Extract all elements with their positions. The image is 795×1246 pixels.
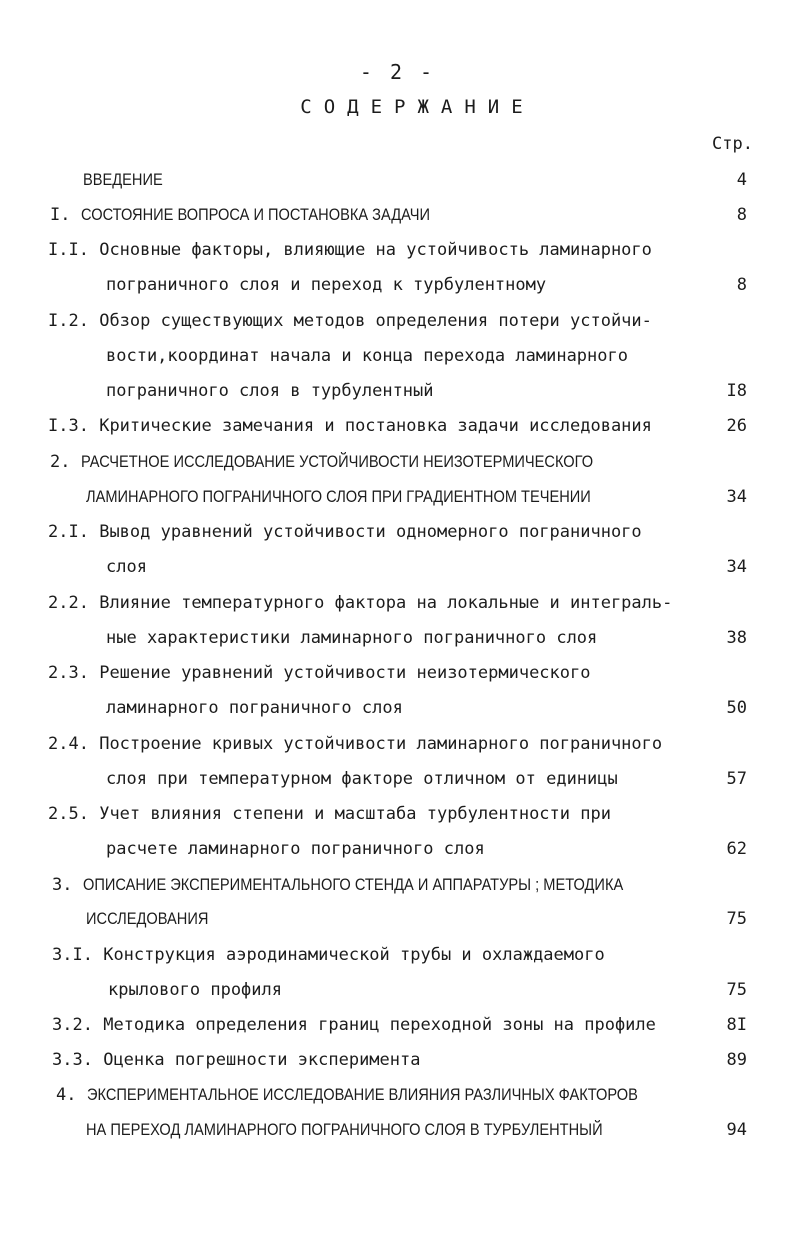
toc-entry-1-1 (48, 238, 652, 262)
toc-entry-title: ОПИСАНИЕ ЭКСПЕРИМЕНТАЛЬНОГО СТЕНДА И АППАРАТУРЫ ; МЕТОДИКА (82, 875, 623, 894)
toc-entry-number: 2.I. (48, 522, 89, 542)
toc-entry-continuation: слоя (106, 557, 147, 577)
toc-entry-2-2 (48, 591, 672, 615)
toc-entry-number: I. (50, 205, 71, 225)
toc-entry-number: I.3. (48, 416, 89, 436)
toc-page-number: 57 (726, 769, 747, 789)
toc-page-number: 26 (726, 416, 747, 436)
toc-page-number: 50 (726, 698, 747, 718)
toc-page-number: 34 (726, 487, 747, 507)
toc-entry-number: 2. (50, 452, 71, 472)
toc-entry-title: ЛАМИНАРНОГО ПОГРАНИЧНОГО СЛОЯ ПРИ ГРАДИЕНТНОМ ТЕЧЕНИИ (86, 487, 591, 506)
toc-entry-title: Критические замечания и постановка задачи исследования (99, 416, 652, 436)
toc-entry-title: Конструкция аэродинамической трубы и охлаждаемого (103, 945, 605, 965)
toc-entry-title: Учет влияния степени и масштаба турбулентности при (99, 804, 611, 824)
toc-entry-intro (83, 168, 176, 192)
toc-entry-title: Методика определения границ переходной зоны на профиле (103, 1015, 656, 1035)
toc-page-number: I8 (726, 381, 747, 401)
toc-entry-continuation: ламинарного пограничного слоя (106, 698, 403, 718)
page-number: - 2 - (359, 60, 436, 84)
page-column-label: Стр. (712, 134, 753, 154)
toc-entry-number: 2.4. (48, 734, 89, 754)
toc-page-number: 62 (726, 839, 747, 859)
toc-entry-number: 4. (56, 1085, 77, 1105)
toc-page-number: 94 (726, 1120, 747, 1140)
toc-entry-1-3 (48, 414, 652, 438)
toc-entry-title: Решение уравнений устойчивости неизотермического (99, 663, 591, 683)
toc-entry-title: Влияние температурного фактора на локальные и интеграль- (99, 593, 673, 613)
toc-entry-number: 2.5. (48, 804, 89, 824)
toc-entry-1 (50, 203, 487, 227)
toc-entry-continuation: расчете ламинарного пограничного слоя (106, 839, 485, 859)
toc-entry-3 (52, 873, 711, 897)
toc-entry-continuation (86, 907, 228, 931)
toc-entry-3-1 (52, 943, 605, 967)
toc-entry-1-2 (48, 309, 652, 333)
toc-entry-continuation: ные характеристики ламинарного пограничного слоя (106, 628, 598, 648)
toc-page-number: 4 (736, 170, 747, 190)
toc-entry-continuation: крылового профиля (108, 980, 282, 1000)
toc-entry-title: РАСЧЕТНОЕ ИССЛЕДОВАНИЕ УСТОЙЧИВОСТИ НЕИЗОТЕРМИЧЕСКОГО (80, 452, 593, 471)
toc-entry-title: Оценка погрешности эксперимента (103, 1050, 421, 1070)
toc-entry-title: ИССЛЕДОВАНИЯ (86, 909, 209, 928)
toc-entry-2-4 (48, 732, 662, 756)
toc-entry-title: Обзор существующих методов определения потери устойчи- (99, 311, 652, 331)
toc-entry-2 (50, 450, 676, 474)
toc-entry-4 (56, 1083, 727, 1107)
toc-page-number: 89 (726, 1050, 747, 1070)
toc-entry-continuation: пограничного слоя в турбулентный (106, 381, 434, 401)
toc-entry-title: Построение кривых устойчивости ламинарного пограничного (99, 734, 663, 754)
toc-page-number: 8 (736, 275, 747, 295)
toc-entry-continuation: вости,координат начала и конца перехода ламинарного (106, 346, 628, 366)
toc-entry-number: I.2. (48, 311, 89, 331)
toc-page-number: 75 (726, 980, 747, 1000)
toc-page-number: 8I (726, 1015, 747, 1035)
toc-entry-2-5 (48, 802, 611, 826)
toc-heading: СОДЕРЖАНИЕ (300, 96, 535, 118)
toc-entry-title: Основные факторы, влияющие на устойчивость ламинарного (99, 240, 652, 260)
toc-entry-title: Вывод уравнений устойчивости одномерного пограничного (99, 522, 642, 542)
toc-entry-continuation (86, 485, 673, 509)
toc-entry-title: НА ПЕРЕХОД ЛАМИНАРНОГО ПОГРАНИЧНОГО СЛОЯ В ТУРБУЛЕНТНЫЙ (86, 1120, 603, 1139)
toc-entry-number: 3.2. (52, 1015, 93, 1035)
toc-entry-2-1 (48, 520, 642, 544)
toc-page-number: 34 (726, 557, 747, 577)
toc-page-number: 8 (736, 205, 747, 225)
toc-entry-2-3 (48, 661, 590, 685)
toc-entry-continuation: слоя при температурном факторе отличном от единицы (106, 769, 618, 789)
toc-entry-number: 3. (52, 875, 73, 895)
toc-page-number: 75 (726, 909, 747, 929)
toc-entry-number: 2.3. (48, 663, 89, 683)
toc-entry-title: ВВЕДЕНИЕ (83, 170, 163, 189)
toc-entry-number: 2.2. (48, 593, 89, 613)
toc-entry-number: I.I. (48, 240, 89, 260)
toc-entry-3-2 (52, 1013, 656, 1037)
toc-entry-continuation (86, 1118, 687, 1142)
toc-entry-3-3 (52, 1048, 420, 1072)
toc-entry-continuation: пограничного слоя и переход к турбулентному (106, 275, 547, 295)
toc-entry-number: 3.I. (52, 945, 93, 965)
toc-entry-number: 3.3. (52, 1050, 93, 1070)
toc-entry-title: СОСТОЯНИЕ ВОПРОСА И ПОСТАНОВКА ЗАДАЧИ (80, 205, 430, 224)
toc-entry-title: ЭКСПЕРИМЕНТАЛЬНОЕ ИССЛЕДОВАНИЕ ВЛИЯНИЯ РАЗЛИЧНЫХ ФАКТОРОВ (86, 1085, 638, 1104)
toc-page-number: 38 (726, 628, 747, 648)
